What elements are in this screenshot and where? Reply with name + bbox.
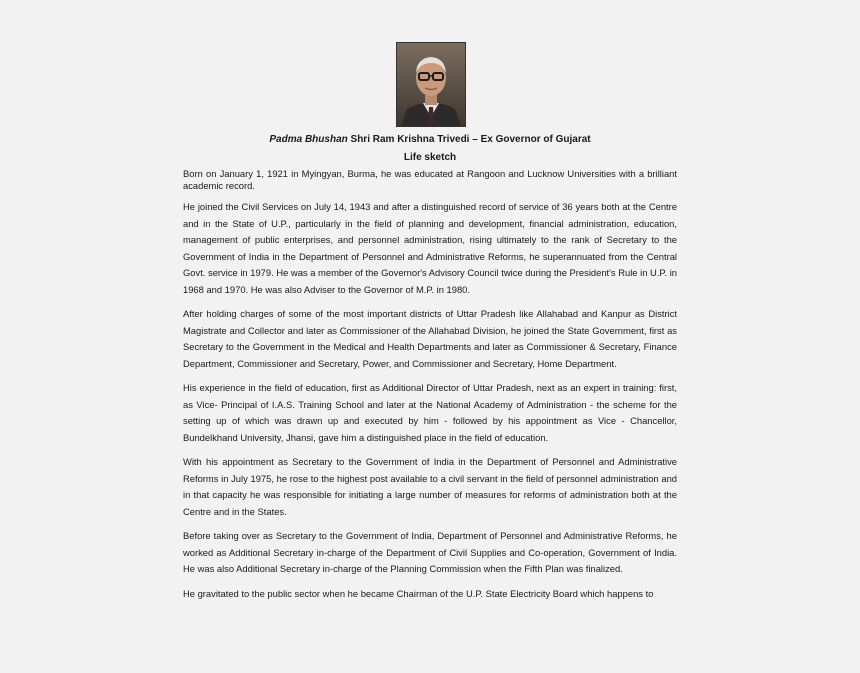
portrait-photo xyxy=(396,42,466,127)
paragraph-additional-secretary: Before taking over as Secretary to the Government of India, Department of Personnel and Administrative Reforms, he worked as Additional Secretary in-charge of the Department of Civil Supplies and Co-operation, Government of India. He was also Additional Secretary in-charge of the Planning Commission when the Fifth Plan was finalized. xyxy=(183,530,677,574)
document-subtitle: Life sketch xyxy=(403,152,457,163)
paragraph-education: His experience in the field of education, first as Additional Director of Uttar Pradesh, next as an expert in training: first, as Vice- Principal of I.A.S. Training School and later at the National Academy of Administration - the scheme for the setting up of which was drawn up and executed by him - followed by his appointment as Vice - Chancellor, Bundelkhand University, Jhansi, gave him a distinguished place in the field of education. xyxy=(183,382,677,443)
title-honorific: Padma Bhushan xyxy=(269,134,348,145)
document-title xyxy=(0,134,860,146)
paragraph-secretary: With his appointment as Secretary to the Government of India in the Department of Personnel and Administrative Reforms in July 1975, he rose to the highest post available to a civil servant in the field of personnel administration and in that capacity he was responsible for initiating a large number of measures for reforms of administration both at the Centre and in the States. xyxy=(183,456,677,517)
paragraph-civil-services: He joined the Civil Services on July 14, 1943 and after a distinguished record of service of 36 years both at the Centre and in the State of U.P., particularly in the field of planning and development, financial administration, education, management of public enterprises, and personnel administration, rising ultimately to the rank of Secretary to the Government of India in the Department of Personnel and Administrative Reforms, he superannuated from the Central Govt. service in 1979. He was a member of the Governor's Advisory Council twice during the President's Rule in U.P. in 1968 and 1970. He was also Adviser to the Governor of M.P. in 1980. xyxy=(183,201,677,295)
paragraph-districts: After holding charges of some of the most important districts of Uttar Pradesh like Allahabad and Kanpur as District Magistrate and Collector and later as Commissioner of the Allahabad Division, he joined the State Government, first as Secretary to the Government in the Medical and Health Departments and later as Commissioner & Secretary, Finance Department, Commissioner and Secretary, Power, and Commissioner and Secretary, Home Department. xyxy=(183,308,677,369)
title-name: Shri Ram Krishna Trivedi – Ex Governor of Gujarat xyxy=(347,134,591,145)
document-body xyxy=(183,168,677,602)
paragraph-birth: Born on January 1, 1921 in Myingyan, Burma, he was educated at Rangoon and Lucknow Universities with a brilliant academic record. xyxy=(183,168,677,191)
paragraph-public-sector: He gravitated to the public sector when he became Chairman of the U.P. State Electricity Board which happens to xyxy=(183,587,654,599)
